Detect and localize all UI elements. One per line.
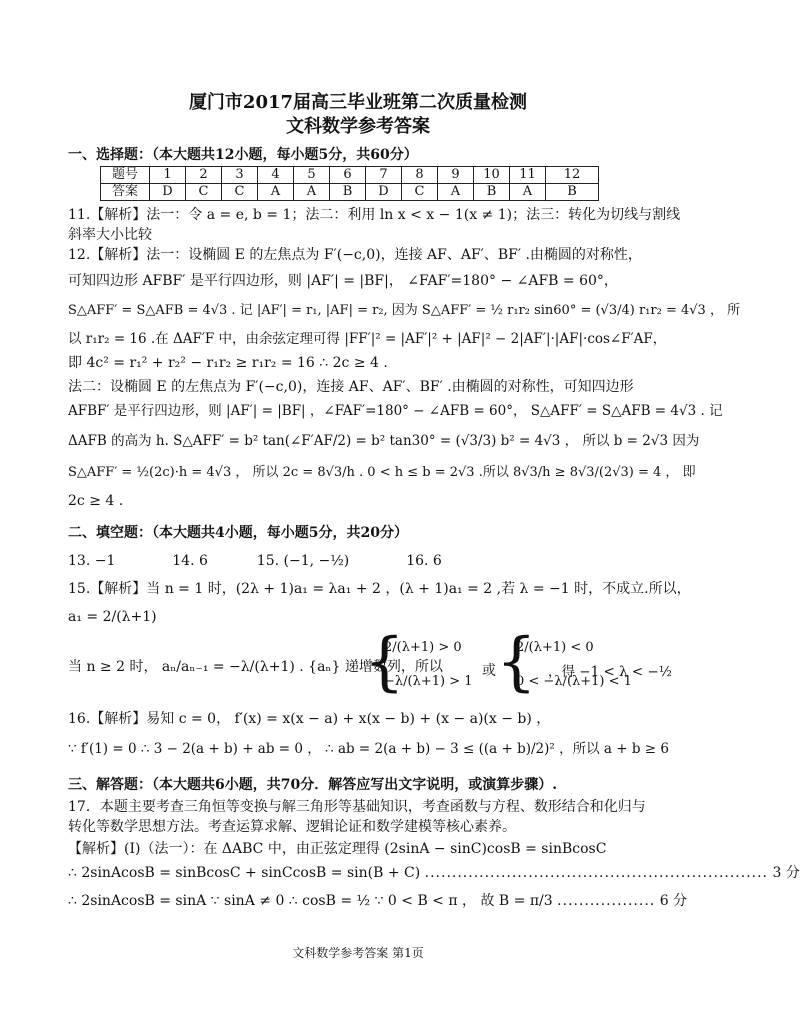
table-cell: 2 (186, 167, 222, 184)
table-cell: 5 (294, 167, 330, 184)
leader-dots: .................. (557, 893, 656, 909)
system-2-eq: 2/(λ+1) < 0 (516, 640, 594, 655)
q17-line: 17．本题主要考查三角恒等变换与解三角形等基础知识，考查函数与方程、数形结合和化归与 (68, 799, 646, 815)
page-title: 厦门市2017届高三毕业班第二次质量检测 (188, 92, 528, 113)
q11-solution-cont: 斜率大小比较 (68, 227, 152, 243)
q17-line (68, 864, 800, 882)
row-label-answers: 答案 (101, 184, 150, 201)
table-cell: A (510, 184, 546, 201)
table-cell: B (546, 184, 599, 201)
q16-line: 16.【解析】易知 c = 0， f′(x) = x(x − a) + x(x − b) + (x − a)(x − b) ， (68, 711, 551, 727)
row-label-numbers: 题号 (101, 167, 150, 184)
table-cell: 4 (258, 167, 294, 184)
table-cell: B (474, 184, 510, 201)
table-cell: A (438, 184, 474, 201)
table-cell: C (402, 184, 438, 201)
q12-line: S△AFF′ = ½(2c)·h = 4√3 ， 所以 2c = 8√3/h . 0 < h ≤ b = 2√3 .所以 8√3/h ≥ 8√3/(2√3) = 4 ， 即 (68, 465, 696, 480)
q12-line: 即 4c² = r₁² + r₂² − r₁r₂ ≥ r₁r₂ = 16 ∴ 2c ≥ 4 . (68, 355, 388, 371)
q12-line: ΔAFB 的高为 h. S△AFF′ = b² tan(∠F′AF/2) = b² tan30° = (√3/3) b² = 4√3 ， 所以 b = 2√3 因为 (68, 433, 700, 449)
table-row-numbers (101, 167, 599, 184)
section1-heading: 一、选择题：（本大题共12小题，每小题5分，共60分） (68, 147, 418, 163)
leader-dots: ............................................................... (424, 865, 769, 881)
table-cell: 6 (330, 167, 366, 184)
q15-line: 15.【解析】当 n = 1 时，(2λ + 1)a₁ = λa₁ + 2 ，(λ + 1)a₁ = 2 ,若 λ = −1 时，不成立.所以， (68, 581, 691, 597)
or-word: 或 (482, 663, 496, 679)
system-1-eq: −λ/(λ+1) > 1 (384, 674, 473, 689)
answer-table (100, 166, 599, 201)
score-mark: 6 分 (659, 893, 688, 909)
answer-14: 14. 6 (172, 553, 208, 569)
q17-line: 转化等数学思想方法。考查运算求解、逻辑论证和数学建模等核心素养。 (68, 819, 516, 835)
table-cell: 9 (438, 167, 474, 184)
answer-15: 15. (−1, −½) (256, 553, 350, 569)
system-2-eq: 0 < −λ/(λ+1) < 1 (516, 674, 632, 689)
q12-line: 以 r₁r₂ = 16 .在 ΔAF′F 中，由余弦定理可得 |FF′|² = |AF′|² + |AF|² − 2|AF′|·|AF|·cos∠F′AF， (68, 331, 667, 347)
system-1-eq: 2/(λ+1) > 0 (384, 640, 462, 655)
q15-result: ，得 −1 < λ < −½ (548, 664, 672, 680)
q15-line: a₁ = 2/(λ+1) (68, 609, 157, 625)
table-cell: 11 (510, 167, 546, 184)
table-cell: A (294, 184, 330, 201)
answer-16: 16. 6 (406, 553, 442, 569)
table-cell: C (186, 184, 222, 201)
q12-line: AFBF′ 是平行四边形，则 |AF′| = |BF| ，∠FAF′=180° − ∠AFB = 60°， S△AFF′ = S△AFB = 4√3 . 记 (68, 403, 723, 419)
table-cell: D (366, 184, 402, 201)
fill-answers (68, 552, 666, 570)
q12-line: 法二：设椭圆 E 的左焦点为 F′(−c,0)，连接 AF、AF′、BF′ .由椭圆的对称性，可知四边形 (68, 379, 634, 395)
q17-step: ∴ 2sinAcosB = sinA ∵ sinA ≠ 0 ∴ cosB = ½ ∵ 0 < B < π ， 故 B = π/3 (68, 893, 553, 909)
q17-line: 【解析】(Ⅰ)（法一）：在 ΔABC 中，由正弦定理得 (2sinA − sinC)cosB = sinBcosC (68, 841, 607, 857)
brace-symbol: { (364, 625, 405, 699)
table-cell: 8 (402, 167, 438, 184)
table-cell: A (258, 184, 294, 201)
table-cell: C (222, 184, 258, 201)
section3-heading: 三、解答题：（本大题共6小题，共70分．解答应写出文字说明，或演算步骤）. (68, 777, 558, 793)
table-cell: 10 (474, 167, 510, 184)
q16-line: ∵ f′(1) = 0 ∴ 3 − 2(a + b) + ab = 0 ， ∴ ab = 2(a + b) − 3 ≤ ((a + b)/2)² ，所以 a + b ≥ 6 (68, 741, 669, 757)
q17-step: ∴ 2sinAcosB = sinBcosC + sinCcosB = sin(B + C) (68, 865, 421, 881)
answer-13: 13. −1 (68, 553, 116, 569)
q15-line: 当 n ≥ 2 时， aₙ/aₙ₋₁ = −λ/(λ+1) . {aₙ} 递增数列，所以 (68, 659, 443, 675)
table-row-answers (101, 184, 599, 201)
brace-symbol: { (496, 625, 537, 699)
q12-line: 2c ≥ 4 . (68, 493, 124, 509)
table-cell: 1 (150, 167, 186, 184)
table-cell: 7 (366, 167, 402, 184)
table-cell: 12 (546, 167, 599, 184)
table-cell: B (330, 184, 366, 201)
q12-line: 可知四边形 AFBF′ 是平行四边形，则 |AF′| = |BF|， ∠FAF′=180° − ∠AFB = 60°， (68, 273, 618, 289)
page-subtitle: 文科数学参考答案 (286, 116, 430, 137)
table-cell: 3 (222, 167, 258, 184)
q17-line (68, 892, 688, 910)
page-footer: 文科数学参考答案 第1页 (292, 946, 424, 960)
table-cell: D (150, 184, 186, 201)
q12-line: 12.【解析】法一：设椭圆 E 的左焦点为 F′(−c,0)，连接 AF、AF′、BF′ .由椭圆的对称性， (68, 247, 642, 263)
score-mark: 3 分 (772, 865, 800, 881)
q11-solution: 11.【解析】法一：令 a = e, b = 1；法二：利用 ln x < x − 1(x ≠ 1)；法三：转化为切线与割线 (68, 207, 681, 223)
q12-line: S△AFF′ = S△AFB = 4√3 . 记 |AF′| = r₁, |AF| = r₂, 因为 S△AFF′ = ½ r₁r₂ sin60° = (√3/4) r₁r₂ = 4√3 ， 所 (68, 303, 741, 318)
section2-heading: 二、填空题：（本大题共4小题，每小题5分，共20分） (68, 525, 408, 541)
